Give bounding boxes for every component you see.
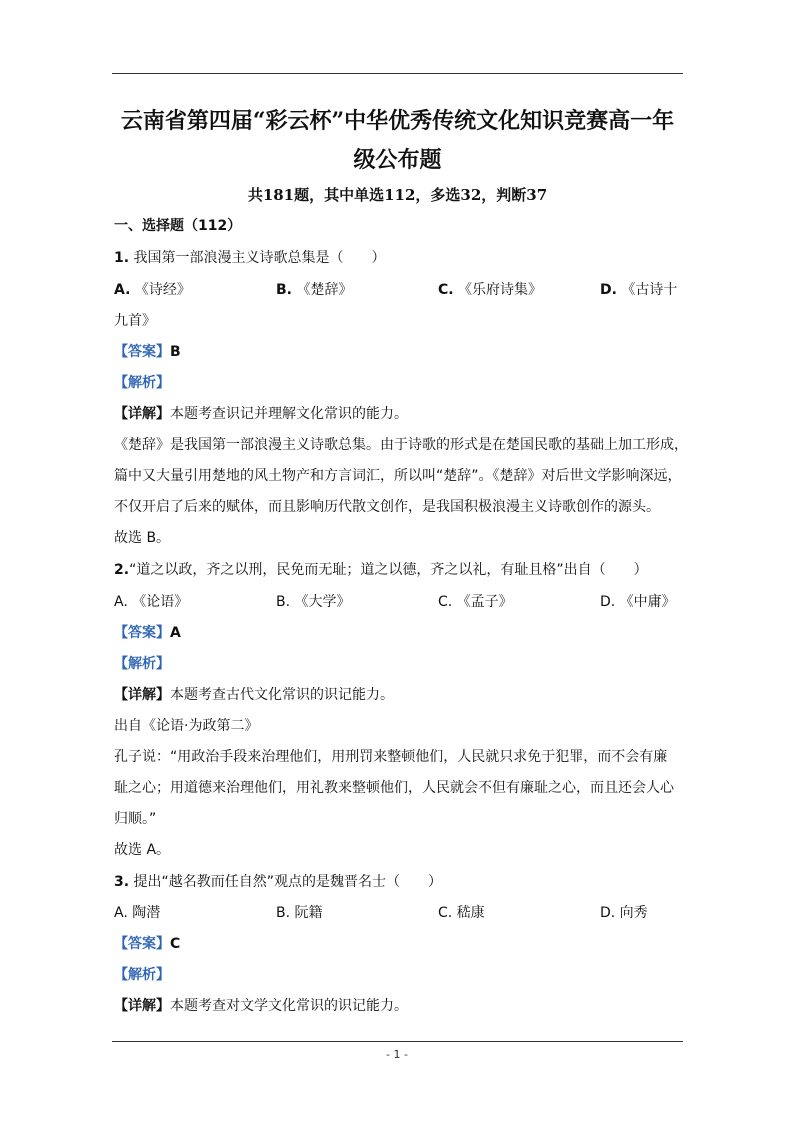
document-title-line2: 级公布题	[353, 147, 442, 173]
q2-detail	[114, 685, 394, 705]
q1-analysis-label: 【解析】	[114, 375, 170, 391]
q2-explanation-line4: 归顺。”	[114, 811, 157, 827]
q2-stem: “道之以政，齐之以刑，民免而无耻；道之以德，齐之以礼，有耻且格”出自（ ）	[129, 562, 648, 578]
footer-rule	[112, 1041, 683, 1042]
q3-number: 3.	[114, 874, 130, 890]
q1-explanation-line2: 篇中又大量引用楚地的风土物产和方言词汇，所以叫“楚辞”。《楚辞》对后世文学影响深远，	[114, 468, 682, 484]
q3-option-b: B. 阮籍	[276, 905, 323, 921]
q1-option-b	[276, 280, 352, 300]
q2-answer-label: 【答案】	[114, 625, 170, 641]
q3-answer-value: C	[170, 936, 181, 952]
q2-option-a: A. 《论语》	[114, 594, 189, 610]
section-heading: 一、选择题（112）	[114, 218, 242, 234]
q1-answer	[114, 342, 181, 362]
page-number: - 1 -	[386, 1048, 408, 1061]
q1-option-a	[114, 280, 191, 300]
document-title-line1: 云南省第四届“彩云杯”中华优秀传统文化知识竞赛高一年	[120, 108, 675, 134]
q3-analysis	[114, 965, 170, 985]
q1-explanation-line1: 《楚辞》是我国第一部浪漫主义诗歌总集。由于诗歌的形式是在楚国民歌的基础上加工形成，	[114, 437, 688, 453]
q1-option-d	[600, 280, 677, 300]
q2-option-c: C. 《孟子》	[438, 594, 513, 610]
q1-option-c-key: C.	[438, 282, 454, 298]
q2-explanation-line3: 耻之心；用道德来治理他们，用礼教来整顿他们，人民就会不但有廉耻之心，而且还会人心	[114, 780, 674, 796]
header-rule	[112, 73, 683, 74]
q3-stem: 提出“越名教而任自然”观点的是魏晋名士（ ）	[133, 874, 443, 890]
q1-detail-label: 【详解】	[114, 406, 170, 422]
q1-option-d-continued: 九首》	[114, 313, 156, 329]
q1-answer-value: B	[170, 344, 181, 360]
q1-option-d-text: 《古诗十	[621, 282, 678, 298]
q3-option-a: A. 陶潜	[114, 905, 161, 921]
q2-detail-text: 本题考查古代文化常识的识记能力。	[170, 687, 394, 703]
q1-option-b-text: 《楚辞》	[296, 282, 353, 298]
q1-stem-line	[114, 248, 386, 268]
q2-option-d: D. 《中庸》	[600, 594, 676, 610]
document-subtitle: 共181题，其中单选112，多选32，判断37	[247, 186, 548, 204]
q1-answer-label: 【答案】	[114, 344, 170, 360]
q1-option-c	[438, 280, 542, 300]
q1-detail-text: 本题考查识记并理解文化常识的能力。	[170, 406, 408, 422]
q1-option-c-text: 《乐府诗集》	[458, 282, 543, 298]
q1-option-d-key: D.	[600, 282, 617, 298]
q2-analysis	[114, 654, 170, 674]
q3-option-d: D. 向秀	[600, 905, 648, 921]
q3-detail-label: 【详解】	[114, 998, 170, 1014]
q3-answer	[114, 934, 180, 954]
q1-conclusion: 故选 B。	[114, 530, 171, 546]
q2-analysis-label: 【解析】	[114, 656, 170, 672]
q3-detail-text: 本题考查对文学文化常识的识记能力。	[170, 998, 408, 1014]
q1-detail	[114, 404, 408, 424]
q1-stem: 我国第一部浪漫主义诗歌总集是（ ）	[133, 250, 386, 266]
q3-stem-line	[114, 872, 442, 892]
q2-answer-value: A	[170, 625, 181, 641]
q1-analysis	[114, 373, 170, 393]
q2-detail-label: 【详解】	[114, 687, 170, 703]
q2-explanation-line2: 孔子说：“用政治手段来治理他们，用刑罚来整顿他们，人民就只求免于犯罪，而不会有廉	[114, 749, 668, 765]
q2-number: 2.	[114, 562, 130, 578]
q3-detail	[114, 996, 408, 1016]
q2-stem-line	[114, 560, 648, 580]
q3-analysis-label: 【解析】	[114, 967, 170, 983]
q3-answer-label: 【答案】	[114, 936, 170, 952]
q2-explanation-line1: 出自《论语·为政第二》	[114, 718, 259, 734]
q2-conclusion: 故选 A。	[114, 842, 171, 858]
q1-option-a-text: 《诗经》	[134, 282, 191, 298]
q3-option-c: C. 嵇康	[438, 905, 485, 921]
q2-answer	[114, 623, 181, 643]
q1-option-a-key: A.	[114, 282, 131, 298]
q1-explanation-line3: 不仅开启了后来的赋体，而且影响历代散文创作，是我国积极浪漫主义诗歌创作的源头。	[114, 499, 660, 515]
q1-number: 1.	[114, 250, 130, 266]
q2-option-b: B. 《大学》	[276, 594, 351, 610]
q1-option-b-key: B.	[276, 282, 292, 298]
